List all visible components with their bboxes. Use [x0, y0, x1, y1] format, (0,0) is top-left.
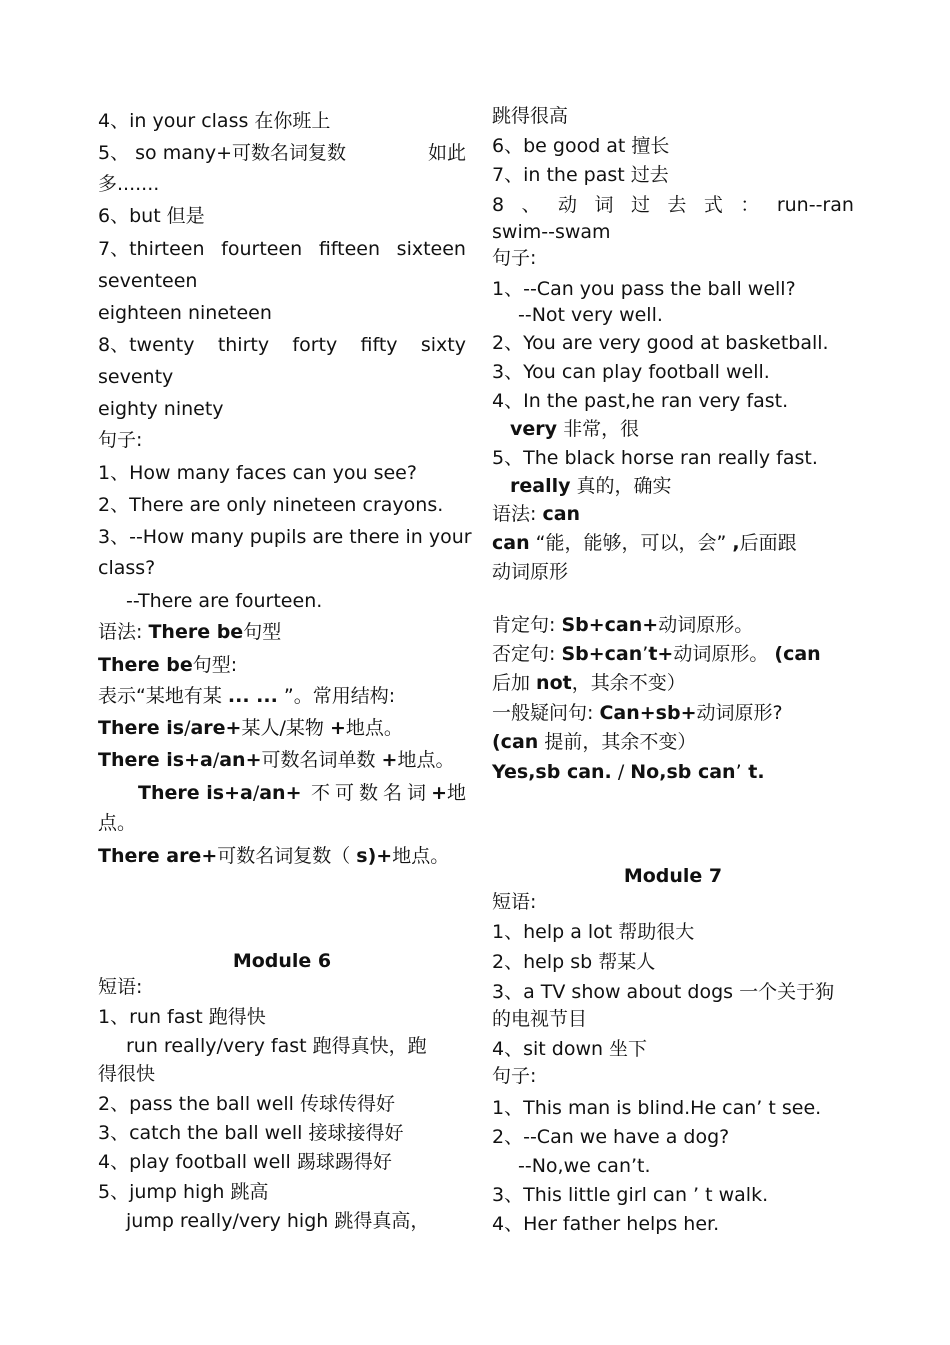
grammar-structure	[138, 781, 466, 805]
number-word: sixty	[420, 334, 466, 356]
phrase-line: 3、catch the ball well 接球接得好	[98, 1122, 404, 1144]
grammar-structure	[492, 671, 686, 695]
number-word: fourteen	[221, 238, 303, 260]
label: 肯定句:	[492, 614, 562, 636]
term: There are+	[98, 845, 218, 867]
text: 后加	[492, 672, 537, 694]
term: There is+a	[98, 749, 213, 771]
text: run--ran	[776, 194, 854, 216]
term: Sb+can	[561, 643, 643, 665]
grammar-term: There be	[148, 621, 244, 643]
vocab-note	[510, 474, 672, 498]
text: 动词原形。	[673, 643, 775, 665]
text: 词	[594, 194, 614, 216]
text: ：	[740, 194, 760, 216]
sentence-line: 4、In the past,he ran very fast.	[492, 390, 789, 412]
section-label: 句子:	[98, 429, 143, 451]
phrase-line: 3、a TV show about dogs 一个关于狗	[492, 981, 835, 1003]
label: 语法:	[98, 621, 149, 643]
number-word: thirty	[217, 334, 270, 356]
number-words-line: eighteen nineteen	[98, 302, 272, 324]
text: 动词原形。	[658, 614, 754, 636]
phrase-line: 跳得很高	[492, 105, 569, 127]
term: ,	[732, 532, 740, 554]
term: +	[381, 749, 398, 771]
label: 否定句:	[492, 643, 562, 665]
term: very	[510, 418, 558, 440]
phrase-line: 1、run fast 跑得快	[98, 1006, 266, 1028]
term: Yes,sb can.	[492, 761, 612, 783]
text: 地点。	[397, 749, 455, 771]
text: 后面跟	[739, 532, 797, 554]
text: /	[611, 761, 631, 783]
text: 过	[630, 194, 650, 216]
text: 动	[558, 194, 578, 216]
phrase-line: 6、but 但是	[98, 205, 205, 227]
sentence-line: --There are fourteen.	[126, 590, 323, 612]
term: t+	[648, 643, 674, 665]
phrase-line: 的电视节目	[492, 1008, 588, 1030]
grammar-term: There be	[98, 654, 193, 676]
text: 某人/某物	[241, 717, 330, 739]
label: 句型:	[192, 654, 238, 676]
sentence-line: 3、You can play football well.	[492, 361, 770, 383]
text: 不可数名词	[311, 782, 432, 804]
term: not	[536, 672, 572, 694]
number-words-line	[98, 333, 466, 357]
grammar-structure	[98, 844, 449, 868]
term: can	[542, 503, 581, 525]
label: 一般疑问句:	[492, 702, 600, 724]
grammar-structure	[492, 613, 753, 637]
text: 8	[492, 194, 505, 216]
section-label: 句子:	[492, 247, 537, 269]
phrase-text: 如此	[427, 142, 466, 164]
text: 可数名词单数	[261, 749, 382, 771]
grammar-structure	[492, 760, 765, 784]
term: Sb+can+	[561, 614, 659, 636]
sentence-line: 2、--Can we have a dog?	[492, 1126, 730, 1148]
number-word: fifty	[360, 334, 398, 356]
sentence-line: 3、--How many pupils are there in your	[98, 526, 472, 548]
grammar-line	[492, 531, 797, 555]
grammar-structure	[492, 642, 821, 666]
section-label: 短语:	[98, 976, 143, 998]
number-word: forty	[292, 334, 338, 356]
text: 地点。	[392, 845, 450, 867]
text: 地点。	[345, 717, 403, 739]
number-word: 8、twenty	[98, 334, 195, 356]
section-label: 短语:	[492, 891, 537, 913]
text: 真的，确实	[570, 475, 672, 497]
sentence-line: --Not very well.	[518, 304, 663, 326]
number-words-line: eighty ninety	[98, 398, 224, 420]
term: There is	[98, 717, 185, 739]
text: 去	[667, 194, 687, 216]
sentence-line: 1、How many faces can you see?	[98, 462, 417, 484]
term: Can+sb+	[599, 702, 697, 724]
phrase-line: jump really/very high 跳得真高，	[126, 1210, 430, 1232]
term: +	[431, 782, 447, 804]
phrase-line: 4、play football well 踢球踢得好	[98, 1151, 392, 1173]
text: 式	[703, 194, 723, 216]
term: s)+	[356, 845, 393, 867]
phrase-line: 1、help a lot 帮助很大	[492, 921, 695, 943]
term: can	[492, 532, 530, 554]
term: /	[212, 749, 220, 771]
text: ”。常用结构:	[277, 685, 396, 707]
number-word: 7、thirteen	[98, 238, 205, 260]
number-word: sixteen	[396, 238, 466, 260]
term: (can	[774, 643, 821, 665]
text: ，其余不变）	[571, 672, 686, 694]
number-words-line: seventy	[98, 366, 174, 388]
sentence-line: 3、This little girl can ’ t walk.	[492, 1184, 769, 1206]
vocab-note	[510, 417, 639, 441]
term: t.	[741, 761, 765, 783]
term: ’	[642, 643, 649, 665]
sentence-line: 5、The black horse ran really fast.	[492, 447, 818, 469]
grammar-heading	[492, 502, 580, 526]
grammar-line: 动词原形	[492, 561, 569, 583]
grammar-structure	[98, 716, 403, 740]
phrase-line: 5、jump high 跳高	[98, 1181, 269, 1203]
term: /	[184, 717, 191, 739]
grammar-line	[98, 684, 395, 708]
number-words-line	[98, 237, 466, 261]
phrase-text: 5、 so many+可数名词复数	[98, 142, 347, 164]
module-heading: Module 7	[623, 865, 723, 887]
grammar-structure: 点。	[98, 812, 137, 834]
grammar-line	[98, 653, 237, 677]
grammar-structure-part	[138, 781, 302, 805]
term: (can	[492, 731, 539, 753]
sentence-line: 4、Her father helps her.	[492, 1213, 720, 1235]
term: There is+a	[138, 782, 253, 804]
sentence-line: 2、There are only nineteen crayons.	[98, 494, 444, 516]
section-label: 句子:	[492, 1065, 537, 1087]
phrase-line	[492, 193, 854, 217]
phrase-line: 6、be good at 擅长	[492, 135, 670, 157]
module-heading: Module 6	[232, 950, 332, 972]
number-word: fifteen	[318, 238, 381, 260]
sentence-line: 2、You are very good at basketball.	[492, 332, 829, 354]
term: an+	[259, 782, 302, 804]
phrase-line: 4、in your class 在你班上	[98, 110, 331, 132]
phrase-line: run really/very fast 跑得真快，跑	[126, 1035, 427, 1057]
label: 句型	[243, 621, 282, 643]
term: really	[510, 475, 571, 497]
grammar-structure	[492, 730, 696, 754]
sentence-line: --No,we can’t.	[518, 1155, 651, 1177]
grammar-heading	[98, 620, 281, 644]
phrase-line: swim--swam	[492, 221, 611, 243]
phrase-line: 2、pass the ball well 传球传得好	[98, 1093, 395, 1115]
term: No,sb can	[630, 761, 736, 783]
text: ... ...	[227, 685, 278, 707]
term: an+	[219, 749, 262, 771]
number-words-line: seventeen	[98, 270, 198, 292]
phrase-line: 2、help sb 帮某人	[492, 951, 656, 973]
sentence-line: class?	[98, 557, 156, 579]
term: /	[252, 782, 260, 804]
text: 动词原形?	[696, 702, 783, 724]
grammar-structure	[98, 748, 454, 772]
text: 非常，很	[557, 418, 640, 440]
grammar-structure-inner	[138, 781, 466, 805]
phrase-line: 多.......	[98, 173, 160, 195]
sentence-line: 1、This man is blind.He can’ t see.	[492, 1097, 822, 1119]
text: 可数名词复数（	[217, 845, 357, 867]
text: “能，能够，可以，会”	[529, 532, 733, 554]
sentence-line: 1、--Can you pass the ball well?	[492, 278, 796, 300]
term: ’	[735, 761, 742, 783]
phrase-line: 4、sit down 坐下	[492, 1038, 648, 1060]
grammar-structure	[492, 701, 783, 725]
phrase-line: 得很快	[98, 1063, 156, 1085]
grammar-structure-part	[311, 781, 466, 805]
text: 提前，其余不变）	[538, 731, 697, 753]
label: 语法:	[492, 503, 543, 525]
text: 地	[446, 782, 466, 804]
phrase-line: 7、in the past 过去	[492, 164, 669, 186]
text: 表示“某地有某	[98, 685, 228, 707]
term: are+	[190, 717, 242, 739]
phrase-line	[98, 141, 466, 165]
term: +	[329, 717, 346, 739]
text: 、	[521, 194, 541, 216]
